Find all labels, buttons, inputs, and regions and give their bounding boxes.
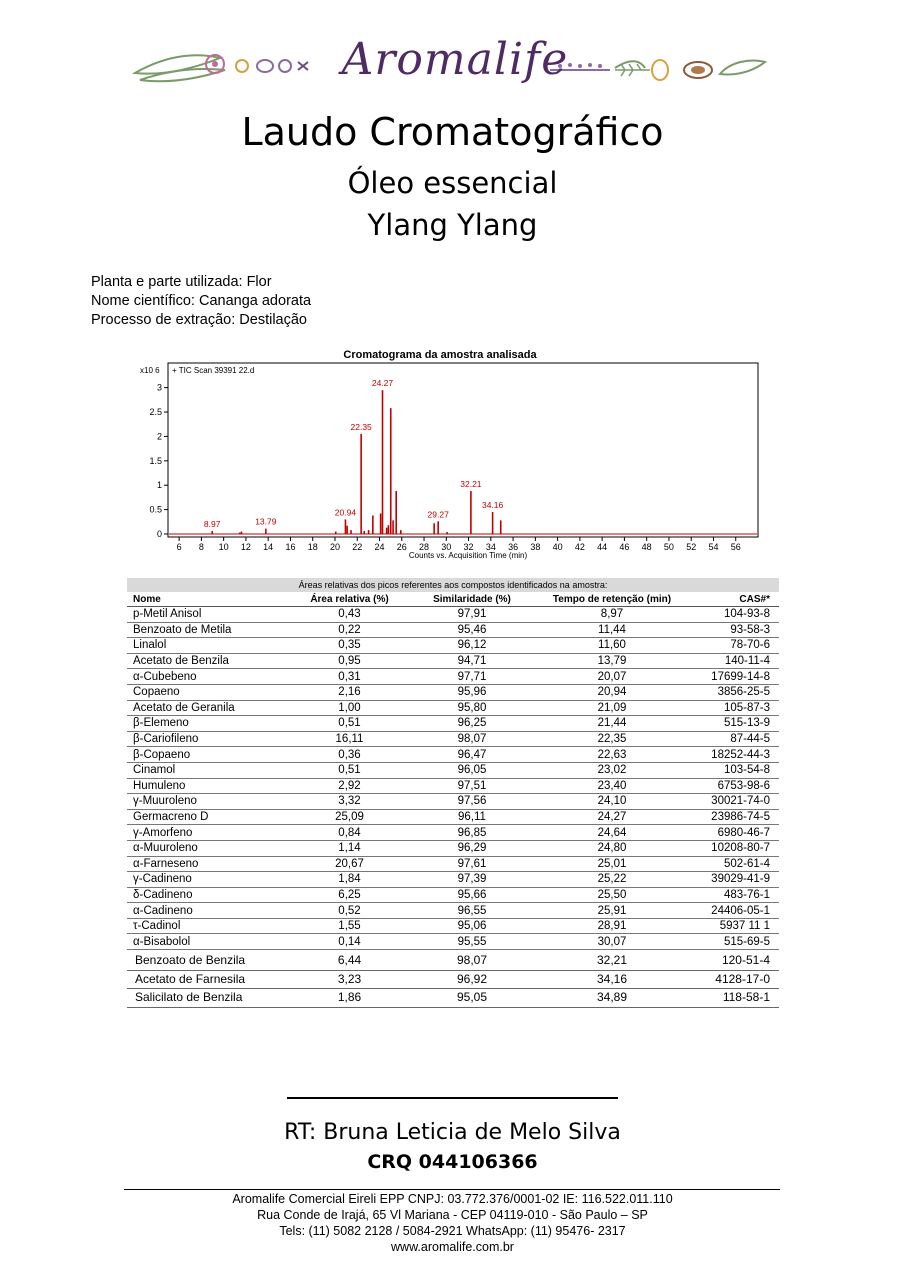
info-nome-cientifico: Nome científico: Cananga adorata bbox=[91, 293, 312, 309]
cell-area: 0,14 bbox=[292, 934, 407, 950]
table-row bbox=[127, 840, 779, 856]
cell-area: 0,31 bbox=[292, 669, 407, 685]
cell-cas: 17699-14-8 bbox=[687, 669, 779, 685]
peak-label: 34.16 bbox=[481, 500, 504, 511]
crq-number: CRQ 044106366 bbox=[367, 1151, 538, 1173]
cell-area: 0,51 bbox=[292, 762, 407, 778]
cell-similaridade: 96,05 bbox=[407, 762, 537, 778]
cell-nome: β-Elemeno bbox=[127, 716, 292, 732]
table-row bbox=[127, 716, 779, 732]
cell-area: 0,22 bbox=[292, 622, 407, 638]
table-row bbox=[127, 607, 779, 623]
x-tick-label: 14 bbox=[263, 542, 274, 552]
cell-similaridade: 97,91 bbox=[407, 607, 537, 623]
cell-cas: 118-58-1 bbox=[687, 989, 779, 1008]
cell-cas: 3856-25-5 bbox=[687, 684, 779, 700]
cell-nome: Benzoato de Metila bbox=[127, 622, 292, 638]
table-row bbox=[127, 794, 779, 810]
cell-cas: 87-44-5 bbox=[687, 731, 779, 747]
cell-nome: Acetato de Benzila bbox=[127, 653, 292, 669]
cell-nome: Humuleno bbox=[127, 778, 292, 794]
cell-tempo: 20,07 bbox=[537, 669, 687, 685]
cell-nome: β-Cariofileno bbox=[127, 731, 292, 747]
x-tick-label: 38 bbox=[530, 542, 541, 552]
cell-area: 2,16 bbox=[292, 684, 407, 700]
cell-area: 16,11 bbox=[292, 731, 407, 747]
cell-area: 0,95 bbox=[292, 653, 407, 669]
table-row bbox=[127, 934, 779, 950]
table-row bbox=[127, 825, 779, 841]
cell-nome: α-Cubebeno bbox=[127, 669, 292, 685]
page-title: Laudo Cromatográfico bbox=[241, 110, 664, 154]
cell-tempo: 22,63 bbox=[537, 747, 687, 763]
cell-cas: 39029-41-9 bbox=[687, 872, 779, 888]
cell-similaridade: 97,61 bbox=[407, 856, 537, 872]
cell-similaridade: 96,29 bbox=[407, 840, 537, 856]
footer-company: Aromalife Comercial Eireli EPP CNPJ: 03.772.376/0001-02 IE: 116.522.011.110 bbox=[232, 1192, 673, 1206]
cell-cas: 18252-44-3 bbox=[687, 747, 779, 763]
y-tick-label: 1.5 bbox=[149, 455, 162, 466]
cell-nome: Acetato de Geranila bbox=[127, 700, 292, 716]
table-row bbox=[127, 970, 779, 989]
legend-label: + TIC Scan 39391 22.d bbox=[172, 366, 255, 375]
x-tick-label: 52 bbox=[686, 542, 697, 552]
table-header-row bbox=[127, 592, 779, 607]
cell-cas: 6980-46-7 bbox=[687, 825, 779, 841]
x-tick-label: 44 bbox=[597, 542, 608, 552]
table-row bbox=[127, 684, 779, 700]
cell-cas: 6753-98-6 bbox=[687, 778, 779, 794]
cell-tempo: 24,64 bbox=[537, 825, 687, 841]
header-tempo: Tempo de retenção (min) bbox=[537, 592, 687, 607]
table-row bbox=[127, 856, 779, 872]
cell-nome: Copaeno bbox=[127, 684, 292, 700]
x-tick-label: 56 bbox=[730, 542, 741, 552]
peak-label: 8.97 bbox=[203, 519, 221, 530]
x-tick-label: 24 bbox=[374, 542, 385, 552]
plot-frame bbox=[168, 363, 758, 537]
x-tick-label: 40 bbox=[552, 542, 563, 552]
cell-area: 0,52 bbox=[292, 903, 407, 919]
cell-area: 1,00 bbox=[292, 700, 407, 716]
cell-nome: β-Copaeno bbox=[127, 747, 292, 763]
cell-nome: γ-Cadineno bbox=[127, 872, 292, 888]
cell-cas: 23986-74-5 bbox=[687, 809, 779, 825]
cell-cas: 93-58-3 bbox=[687, 622, 779, 638]
cell-similaridade: 95,06 bbox=[407, 918, 537, 934]
x-tick-label: 26 bbox=[396, 542, 407, 552]
table-row bbox=[127, 778, 779, 794]
cell-area: 1,55 bbox=[292, 918, 407, 934]
cell-tempo: 21,44 bbox=[537, 716, 687, 732]
cell-area: 0,35 bbox=[292, 638, 407, 654]
cell-tempo: 32,21 bbox=[537, 952, 687, 970]
table-row bbox=[127, 653, 779, 669]
footer-address: Rua Conde de Irajá, 65 Vl Mariana - CEP 04119-010 - São Paulo – SP bbox=[257, 1208, 648, 1222]
cell-tempo: 20,94 bbox=[537, 684, 687, 700]
cell-similaridade: 95,05 bbox=[407, 989, 537, 1008]
table-body-extra bbox=[127, 952, 779, 1007]
signature-line bbox=[287, 1097, 618, 1099]
cell-cas: 104-93-8 bbox=[687, 607, 779, 623]
cell-nome: α-Muuroleno bbox=[127, 840, 292, 856]
cell-nome: α-Bisabolol bbox=[127, 934, 292, 950]
aromalife-logo bbox=[130, 28, 775, 100]
cell-area: 20,67 bbox=[292, 856, 407, 872]
cell-tempo: 28,91 bbox=[537, 918, 687, 934]
peak-label: 32.21 bbox=[460, 479, 482, 490]
x-tick-label: 20 bbox=[329, 542, 340, 552]
x-tick-label: 30 bbox=[441, 542, 452, 552]
cell-tempo: 22,35 bbox=[537, 731, 687, 747]
cell-nome: α-Cadineno bbox=[127, 903, 292, 919]
y-tick-label: 0.5 bbox=[149, 504, 162, 515]
header-nome: Nome bbox=[127, 592, 292, 607]
peak-label: 24.27 bbox=[371, 378, 394, 389]
y-axis bbox=[149, 383, 168, 539]
cell-area: 6,25 bbox=[292, 887, 407, 903]
cell-cas: 483-76-1 bbox=[687, 887, 779, 903]
x-tick-label: 34 bbox=[485, 542, 496, 552]
cell-cas: 515-13-9 bbox=[687, 716, 779, 732]
table-row bbox=[127, 918, 779, 934]
x-tick-label: 8 bbox=[198, 542, 204, 552]
y-tick-label: 3 bbox=[156, 382, 162, 393]
header-area: Área relativa (%) bbox=[292, 592, 407, 607]
cell-area: 0,43 bbox=[292, 607, 407, 623]
cell-similaridade: 97,56 bbox=[407, 794, 537, 810]
cell-cas: 515-69-5 bbox=[687, 934, 779, 950]
cell-similaridade: 98,07 bbox=[407, 952, 537, 970]
chart-title: Cromatograma da amostra analisada bbox=[343, 349, 537, 361]
peak-label: 22.35 bbox=[350, 421, 372, 432]
table-row bbox=[127, 762, 779, 778]
peak-labels bbox=[204, 378, 504, 529]
x-axis-label: Counts vs. Acquisition Time (min) bbox=[408, 551, 528, 560]
cell-area: 6,44 bbox=[292, 952, 407, 970]
x-tick-label: 54 bbox=[708, 542, 719, 552]
cell-nome: Salicilato de Benzila bbox=[127, 989, 292, 1008]
compounds-table-extra bbox=[127, 952, 779, 1008]
x-tick-label: 32 bbox=[463, 542, 474, 552]
cell-tempo: 25,01 bbox=[537, 856, 687, 872]
cell-area: 3,32 bbox=[292, 794, 407, 810]
cell-tempo: 11,60 bbox=[537, 638, 687, 654]
cell-similaridade: 96,25 bbox=[407, 716, 537, 732]
table-row bbox=[127, 887, 779, 903]
cell-tempo: 34,16 bbox=[537, 970, 687, 989]
x-tick-label: 46 bbox=[619, 542, 630, 552]
header-cas: CAS#* bbox=[687, 592, 779, 607]
cell-nome: τ-Cadinol bbox=[127, 918, 292, 934]
cell-tempo: 25,91 bbox=[537, 903, 687, 919]
cell-cas: 5937 11 1 bbox=[687, 918, 779, 934]
cell-similaridade: 96,47 bbox=[407, 747, 537, 763]
cell-tempo: 8,97 bbox=[537, 607, 687, 623]
cell-tempo: 13,79 bbox=[537, 653, 687, 669]
cell-similaridade: 96,55 bbox=[407, 903, 537, 919]
logo-text: Aromalife bbox=[341, 34, 569, 85]
peaks-group bbox=[169, 390, 757, 534]
cell-tempo: 21,09 bbox=[537, 700, 687, 716]
x-tick-label: 48 bbox=[641, 542, 652, 552]
x-tick-label: 16 bbox=[285, 542, 296, 552]
cell-area: 3,23 bbox=[292, 970, 407, 989]
cell-nome: Benzoato de Benzila bbox=[127, 952, 292, 970]
cell-cas: 10208-80-7 bbox=[687, 840, 779, 856]
table-body bbox=[127, 607, 779, 950]
cell-similaridade: 95,55 bbox=[407, 934, 537, 950]
cell-tempo: 23,40 bbox=[537, 778, 687, 794]
cell-cas: 120-51-4 bbox=[687, 952, 779, 970]
cell-similaridade: 96,92 bbox=[407, 970, 537, 989]
y-tick-label: 2 bbox=[156, 431, 162, 442]
cell-tempo: 11,44 bbox=[537, 622, 687, 638]
cell-tempo: 24,10 bbox=[537, 794, 687, 810]
table-row bbox=[127, 952, 779, 970]
table-row bbox=[127, 903, 779, 919]
cell-cas: 24406-05-1 bbox=[687, 903, 779, 919]
x-axis bbox=[177, 537, 741, 552]
cell-tempo: 34,89 bbox=[537, 989, 687, 1008]
footer-website[interactable] bbox=[0, 1240, 905, 1254]
table-row bbox=[127, 747, 779, 763]
cell-area: 25,09 bbox=[292, 809, 407, 825]
cell-tempo: 25,50 bbox=[537, 887, 687, 903]
cell-similaridade: 95,96 bbox=[407, 684, 537, 700]
cell-area: 1,84 bbox=[292, 872, 407, 888]
cell-tempo: 30,07 bbox=[537, 934, 687, 950]
cell-nome: p-Metil Anisol bbox=[127, 607, 292, 623]
cell-area: 1,86 bbox=[292, 989, 407, 1008]
peak-label: 29.27 bbox=[427, 509, 449, 520]
x-tick-label: 6 bbox=[176, 542, 182, 552]
table-row bbox=[127, 669, 779, 685]
subtitle-oil-type: Óleo essencial bbox=[347, 166, 558, 200]
compounds-table bbox=[127, 578, 779, 950]
cell-similaridade: 95,46 bbox=[407, 622, 537, 638]
cell-tempo: 23,02 bbox=[537, 762, 687, 778]
footer-phones: Tels: (11) 5082 2128 / 5084-2921 WhatsApp: (11) 95476- 2317 bbox=[279, 1224, 626, 1238]
cell-cas: 502-61-4 bbox=[687, 856, 779, 872]
cell-nome: δ-Cadineno bbox=[127, 887, 292, 903]
peak-label: 13.79 bbox=[255, 516, 277, 527]
cell-area: 0,36 bbox=[292, 747, 407, 763]
info-processo: Processo de extração: Destilação bbox=[91, 312, 307, 328]
x-tick-label: 22 bbox=[352, 542, 363, 552]
y-tick-label: 1 bbox=[156, 480, 162, 491]
table-row bbox=[127, 809, 779, 825]
table-row bbox=[127, 700, 779, 716]
peak-label: 20.94 bbox=[334, 507, 357, 518]
chromatogram bbox=[128, 343, 768, 573]
cell-cas: 103-54-8 bbox=[687, 762, 779, 778]
cell-cas: 105-87-3 bbox=[687, 700, 779, 716]
cell-similaridade: 96,12 bbox=[407, 638, 537, 654]
cell-area: 2,92 bbox=[292, 778, 407, 794]
y-multiplier: x10 6 bbox=[140, 366, 160, 375]
cell-cas: 30021-74-0 bbox=[687, 794, 779, 810]
cell-similaridade: 97,71 bbox=[407, 669, 537, 685]
table-row bbox=[127, 638, 779, 654]
cell-tempo: 24,27 bbox=[537, 809, 687, 825]
cell-similaridade: 95,66 bbox=[407, 887, 537, 903]
subtitle-oil-name: Ylang Ylang bbox=[367, 208, 538, 242]
cell-nome: Cinamol bbox=[127, 762, 292, 778]
responsible-technician: RT: Bruna Leticia de Melo Silva bbox=[284, 1120, 621, 1145]
cell-nome: Acetato de Farnesila bbox=[127, 970, 292, 989]
cell-cas: 4128-17-0 bbox=[687, 970, 779, 989]
cell-area: 1,14 bbox=[292, 840, 407, 856]
cell-similaridade: 95,80 bbox=[407, 700, 537, 716]
x-tick-label: 28 bbox=[419, 542, 430, 552]
info-planta: Planta e parte utilizada: Flor bbox=[91, 274, 272, 290]
cell-similaridade: 96,85 bbox=[407, 825, 537, 841]
x-tick-label: 18 bbox=[307, 542, 318, 552]
cell-nome: γ-Muuroleno bbox=[127, 794, 292, 810]
header-similaridade: Similaridade (%) bbox=[407, 592, 537, 607]
table-row bbox=[127, 622, 779, 638]
cell-nome: γ-Amorfeno bbox=[127, 825, 292, 841]
x-tick-label: 36 bbox=[508, 542, 519, 552]
cell-similaridade: 94,71 bbox=[407, 653, 537, 669]
cell-similaridade: 97,39 bbox=[407, 872, 537, 888]
cell-similaridade: 97,51 bbox=[407, 778, 537, 794]
x-tick-label: 10 bbox=[218, 542, 229, 552]
cell-tempo: 25,22 bbox=[537, 872, 687, 888]
cell-area: 0,51 bbox=[292, 716, 407, 732]
y-tick-label: 0 bbox=[156, 529, 162, 539]
cell-nome: α-Farneseno bbox=[127, 856, 292, 872]
cell-similaridade: 98,07 bbox=[407, 731, 537, 747]
cell-nome: Linalol bbox=[127, 638, 292, 654]
table-row bbox=[127, 989, 779, 1008]
cell-tempo: 24,80 bbox=[537, 840, 687, 856]
table-row bbox=[127, 872, 779, 888]
cell-nome: Germacreno D bbox=[127, 809, 292, 825]
table-row bbox=[127, 731, 779, 747]
cell-similaridade: 96,11 bbox=[407, 809, 537, 825]
x-tick-label: 12 bbox=[240, 542, 251, 552]
cell-cas: 140-11-4 bbox=[687, 653, 779, 669]
cell-cas: 78-70-6 bbox=[687, 638, 779, 654]
chromatogram-svg bbox=[128, 343, 768, 573]
cell-area: 0,84 bbox=[292, 825, 407, 841]
footer-divider bbox=[124, 1189, 780, 1190]
website-link[interactable]: www.aromalife.com.br bbox=[391, 1240, 514, 1254]
x-tick-label: 42 bbox=[574, 542, 585, 552]
y-tick-label: 2.5 bbox=[149, 407, 162, 418]
table-caption: Áreas relativas dos picos referentes aos compostos identificados na amostra: bbox=[127, 578, 779, 592]
x-tick-label: 50 bbox=[663, 542, 674, 552]
